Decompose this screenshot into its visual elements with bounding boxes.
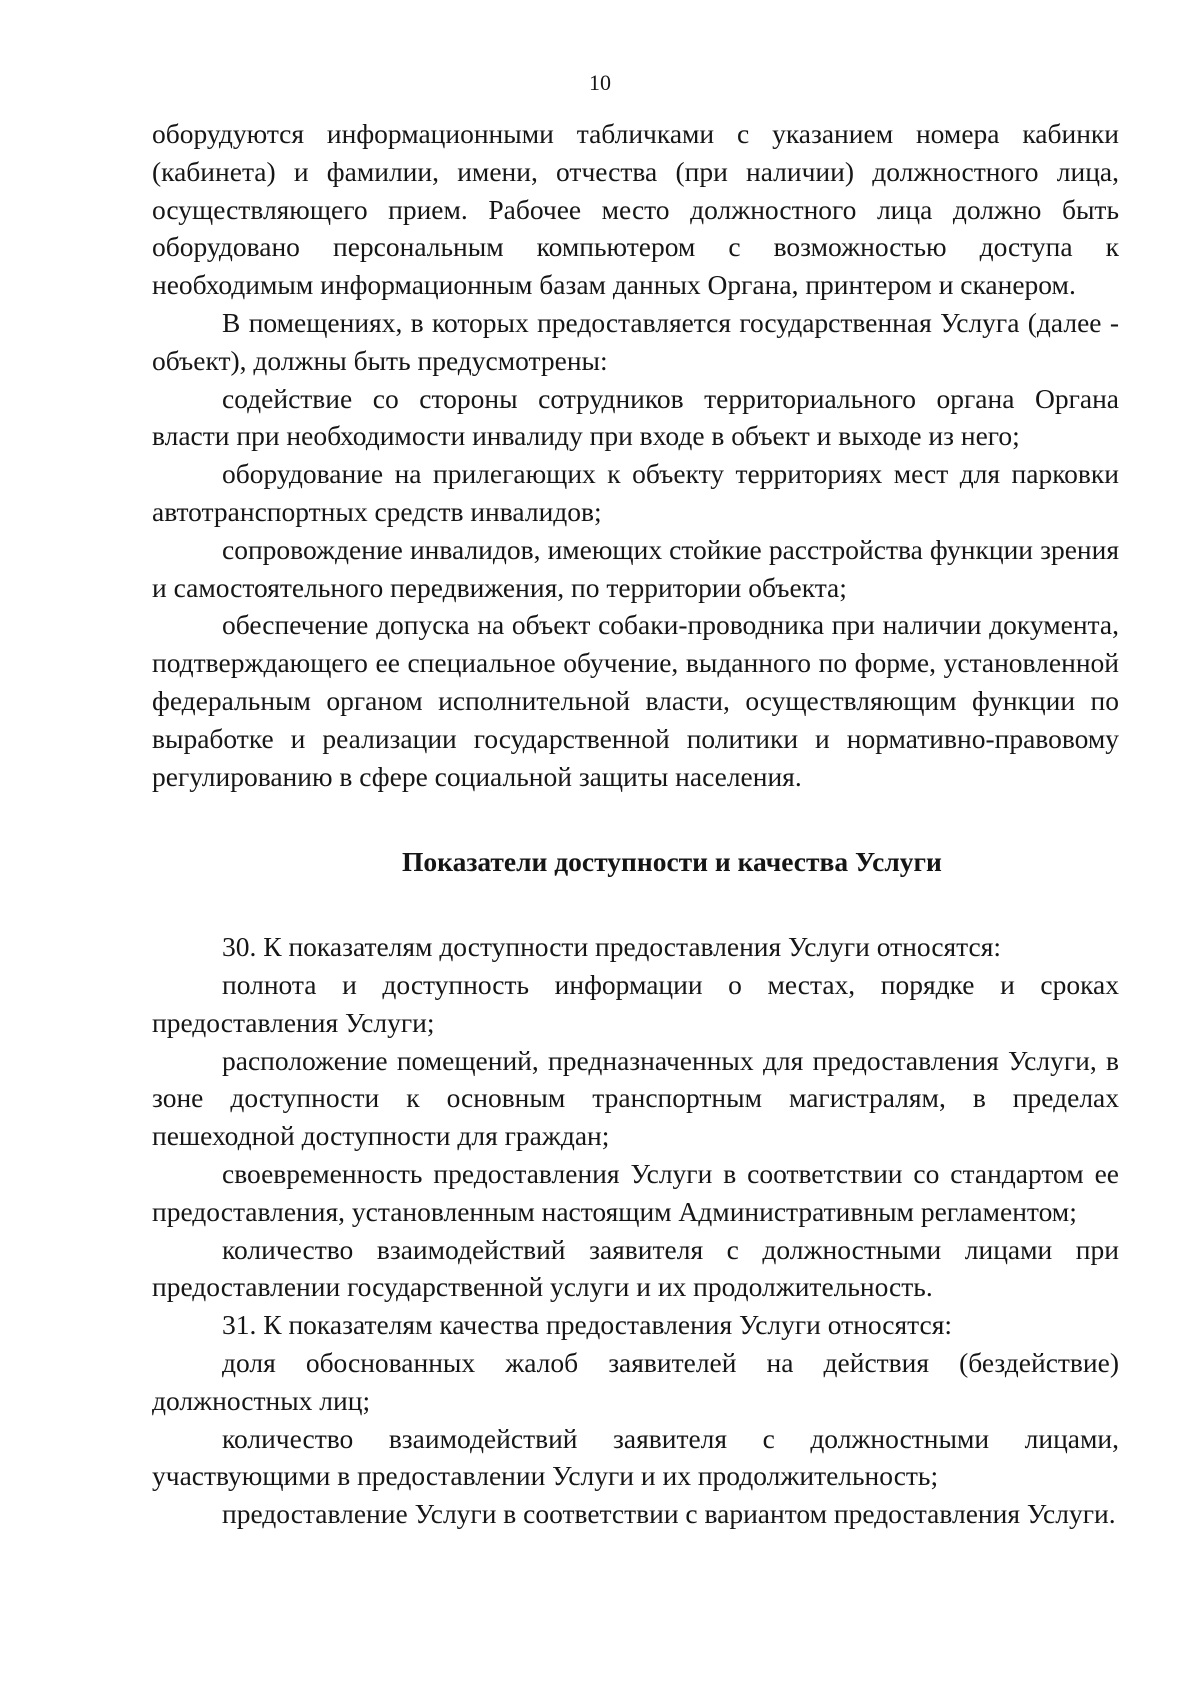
paragraph-complaints: доля обоснованных жалоб заявителей на действия (бездействие) должностных лиц;	[152, 1346, 1119, 1416]
paragraph-interactions: количество взаимодействий заявителя с должностными лицами при предоставлении государственной услуги и их продолжительность.	[152, 1233, 1119, 1303]
page-number: 10	[589, 70, 611, 95]
paragraph-completeness: полнота и доступность информации о местах, порядке и сроках предоставления Услуги;	[152, 968, 1119, 1038]
paragraph-guide-dog: обеспечение допуска на объект собаки-проводника при наличии документа, подтверждающего ее специальное обучение, выданного по форме, установленной федеральным органом исполнительной власти, осуществляющим функции по выработке и реализации государственной политики и нормативно-правовому регулированию в сфере социальной защиты населения.	[152, 609, 1119, 792]
paragraph-item-31: 31. К показателям качества предоставления Услуги относятся:	[222, 1309, 952, 1341]
heading-spacer-top	[152, 795, 1119, 843]
paragraph-variant: предоставление Услуги в соответствии с вариантом предоставления Услуги.	[222, 1498, 1116, 1530]
paragraph-parking: оборудование на прилегающих к объекту территориях мест для парковки автотранспортных средств инвалидов;	[152, 458, 1119, 527]
paragraph-interactions-quality: количество взаимодействий заявителя с должностными лицами, участвующими в предоставлении Услуги и их продолжительность;	[152, 1422, 1119, 1492]
paragraph-location: расположение помещений, предназначенных для предоставления Услуги, в зоне доступности к основным транспортным магистралям, в пределах пешеходной доступности для граждан;	[152, 1044, 1119, 1152]
paragraph-item-30: 30. К показателям доступности предоставления Услуги относятся:	[222, 931, 1002, 963]
paragraph-continuation: оборудуются информационными табличками с указанием номера кабинки (кабинета) и фамилии, имени, отчества (при наличии) должностного лица, осуществляющего прием. Рабочее место должностного лица должно быть оборудовано персональным компьютером с возможностью доступа к необходимым информационным базам данных Органа, принтером и сканером.	[152, 118, 1119, 301]
section-heading: Показатели доступности и качества Услуги	[402, 846, 942, 878]
paragraph-assistance: содействие со стороны сотрудников территориального органа Органа власти при необходимости инвалиду при входе в объект и выходе из него;	[152, 382, 1119, 452]
heading-spacer-bottom	[152, 881, 1119, 928]
document-body	[152, 115, 1119, 1533]
paragraph-premises: В помещениях, в которых предоставляется государственная Услуга (далее - объект), должны быть предусмотрены:	[152, 306, 1119, 376]
paragraph-timeliness: своевременность предоставления Услуги в соответствии со стандартом ее предоставления, установленным настоящим Административным регламентом;	[152, 1157, 1119, 1227]
paragraph-escort: сопровождение инвалидов, имеющих стойкие расстройства функции зрения и самостоятельного передвижения, по территории объекта;	[152, 533, 1119, 603]
